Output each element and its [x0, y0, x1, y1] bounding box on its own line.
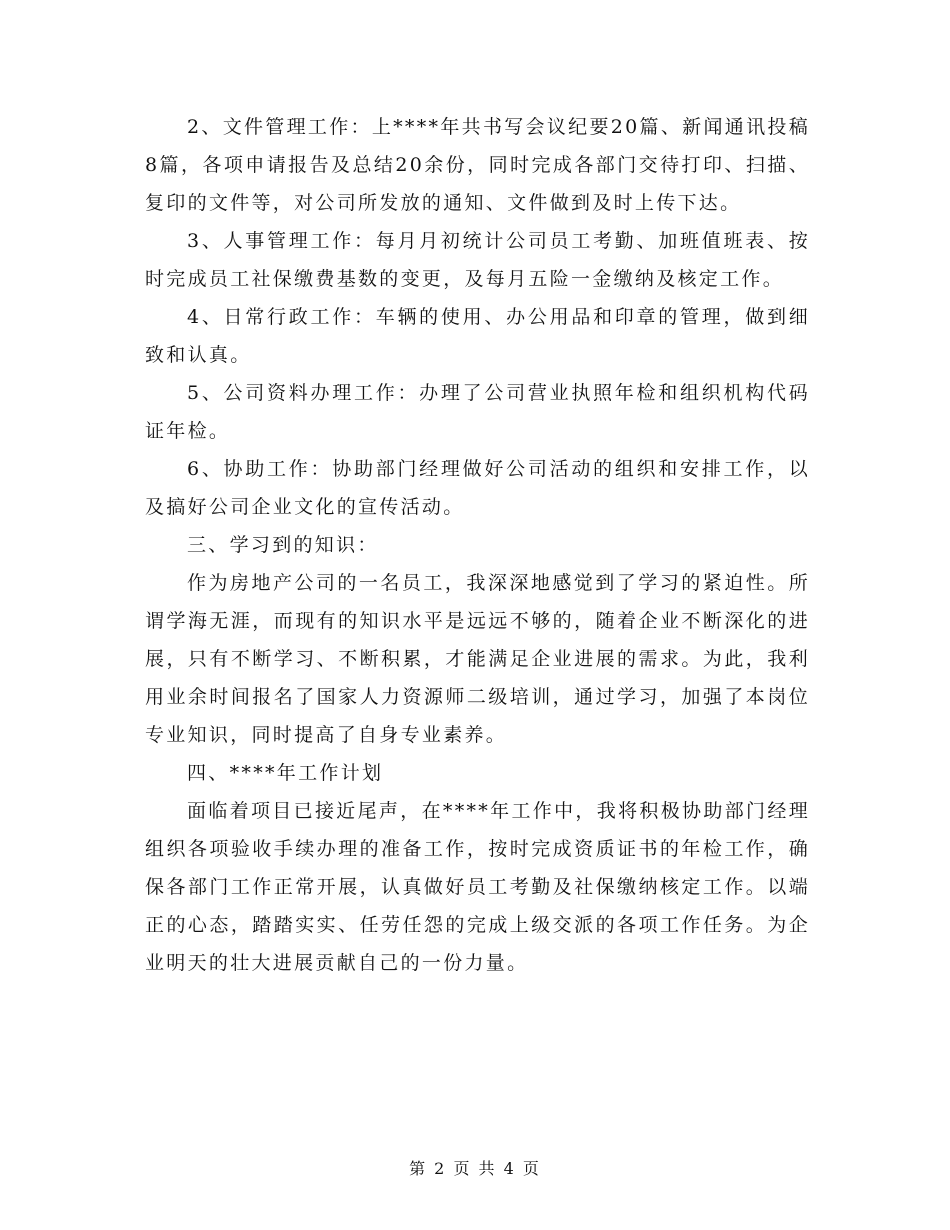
paragraph-assistance-work: 6、协助工作：协助部门经理做好公司活动的组织和安排工作，以及搞好公司企业文化的宣传活动。	[145, 458, 810, 518]
paragraph-learning: 作为房地产公司的一名员工，我深深地感觉到了学习的紧迫性。所谓学海无涯，而现有的知识水平是远远不够的，随着企业不断深化的进展，只有不断学习、不断积累，才能满足企业进展的需求。为此，我利用业余时间报名了国家人力资源师二级培训，通过学习，加强了本岗位专业知识，同时提高了自身专业素养。	[145, 572, 810, 746]
paragraph-hr-management: 3、人事管理工作：每月月初统计公司员工考勤、加班值班表、按时完成员工社保缴费基数的变更，及每月五险一金缴纳及核定工作。	[145, 230, 810, 290]
paragraph-company-documents: 5、公司资料办理工作：办理了公司营业执照年检和组织机构代码证年检。	[145, 382, 810, 442]
section-heading-knowledge: 三、学习到的知识：	[187, 534, 379, 556]
section-heading-work-plan: 四、****年工作计划	[187, 762, 384, 784]
paragraph-daily-admin: 4、日常行政工作：车辆的使用、办公用品和印章的管理，做到细致和认真。	[145, 306, 810, 366]
page-number-footer: 第 2 页 共 4 页	[409, 1159, 541, 1178]
paragraph-file-management: 2、文件管理工作：上****年共书写会议纪要20篇、新闻通讯投稿8篇，各项申请报告及总结20余份，同时完成各部门交待打印、扫描、复印的文件等，对公司所发放的通知、文件做到及时上传下达。	[145, 116, 810, 214]
document-body	[145, 108, 810, 982]
paragraph-work-plan: 面临着项目已接近尾声，在****年工作中，我将积极协助部门经理组织各项验收手续办理的准备工作，按时完成资质证书的年检工作，确保各部门工作正常开展，认真做好员工考勤及社保缴纳核定工作。以端正的心态，踏踏实实、任劳任怨的完成上级交派的各项工作任务。为企业明天的壮大进展贡献自己的一份力量。	[145, 800, 810, 974]
